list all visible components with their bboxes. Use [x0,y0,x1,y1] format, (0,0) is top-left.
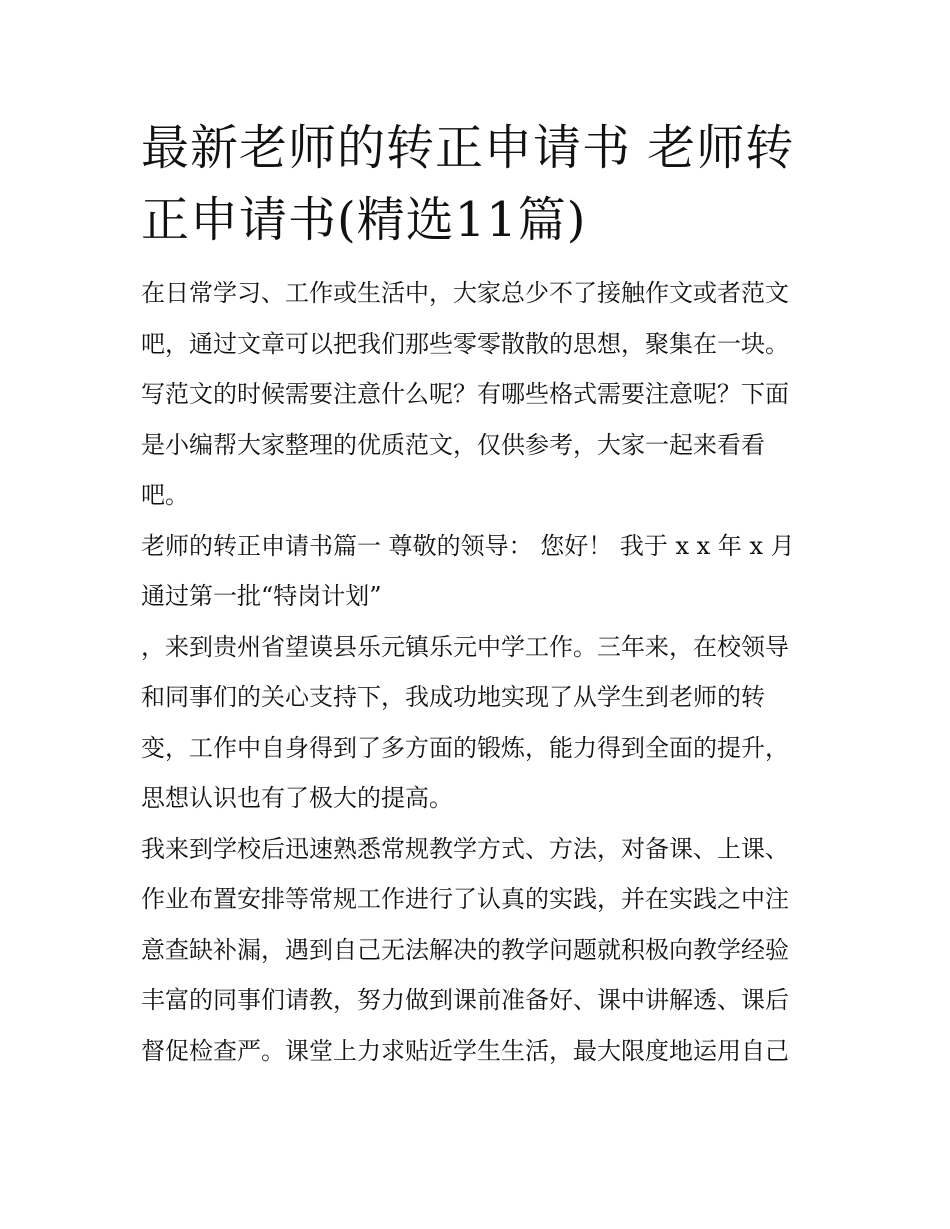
body-line: 我来到学校后迅速熟悉常规教学方式、方法，对备课、上课、 [141,834,789,863]
body-line: 作业布置安排等常规工作进行了认真的实践，并在实践之中注 [141,885,789,913]
body-line: 变，工作中自身得到了多方面的锻炼，能力得到全面的提升， [141,733,789,762]
body-line: 是小编帮大家整理的优质范文，仅供参考，大家一起来看看 [141,430,765,459]
body-line: 思想认识也有了极大的提高。 [141,784,453,812]
body-line: 通过第一批“特岗计划” [141,582,382,610]
body-line: 在日常学习、工作或生活中，大家总少不了接触作文或者范文 [141,279,789,307]
title-line: 最新老师的转正申请书 老师转 [141,120,795,176]
body-line: 和同事们的关心支持下，我成功地实现了从学生到老师的转 [141,683,765,711]
body-line: 丰富的同事们请教，努力做到课前准备好、课中讲解透、课后 [141,986,789,1014]
body-line: 意查缺补漏，遇到自己无法解决的教学问题就积极向教学经验 [141,935,789,964]
body-line: 吧，通过文章可以把我们那些零零散散的思想，聚集在一块。 [141,329,789,358]
document-title [141,112,821,256]
body-line: 写范文的时候需要注意什么呢？有哪些格式需要注意呢？下面 [141,380,789,408]
body-line: 督促检查严。课堂上力求贴近学生生活，最大限度地运用自己 [141,1036,789,1065]
body-line: 老师的转正申请书篇一 尊敬的领导： 您好！ 我于 x x 年 x 月 [141,531,795,560]
document-content [141,112,821,1076]
body-line: ，来到贵州省望谟县乐元镇乐元中学工作。三年来，在校领导 [141,632,789,661]
document-body [141,268,821,1076]
body-line: 吧。 [141,481,189,509]
title-line: 正申请书(精选11篇) [141,192,587,248]
